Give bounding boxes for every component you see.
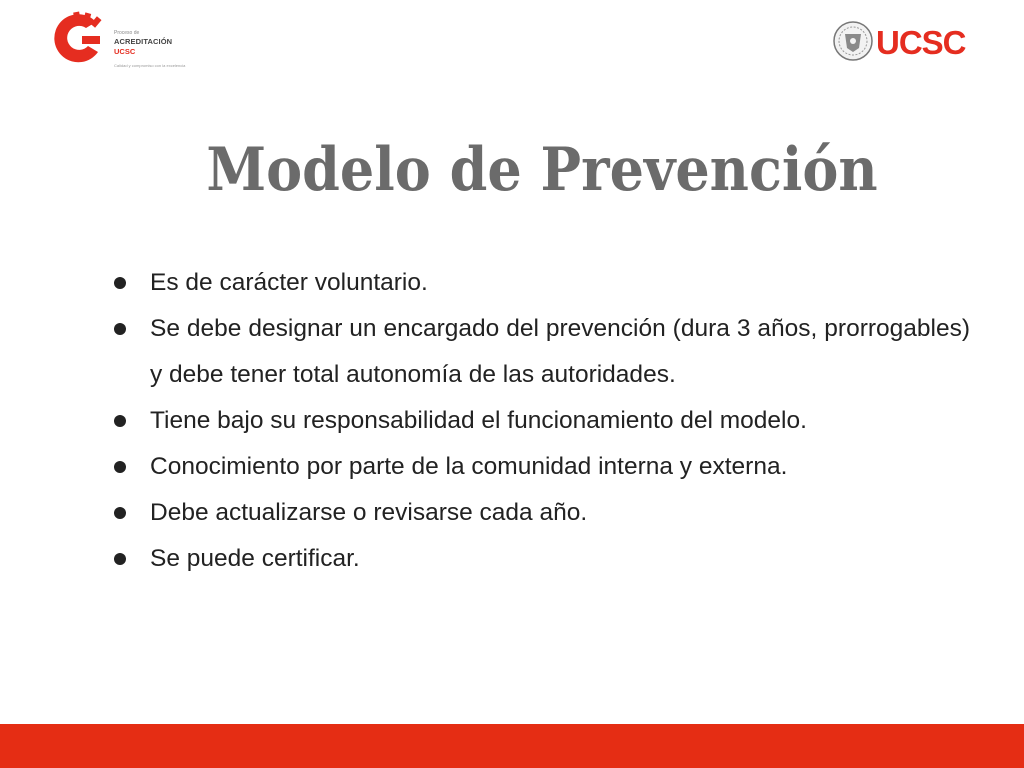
bullet-item [110,444,970,490]
logo-small-text: Proceso de [114,30,140,36]
slide-title: Modelo de Prevención [206,135,878,205]
bullet-icon [114,277,126,289]
bullet-icon [114,415,126,427]
bullet-icon [114,323,126,335]
bullet-item [110,306,970,398]
logo-ucsc-text: UCSC [114,47,136,56]
bullet-icon [114,507,126,519]
ucsc-logo-text: UCSC [876,24,966,61]
bullet-list [110,260,970,582]
bullet-item [110,490,970,536]
bullet-icon [114,461,126,473]
bullet-text: Es de carácter voluntario. [150,269,428,296]
ucsc-logo [832,20,972,64]
logo-tagline: Calidad y compromiso con la excelencia [114,63,186,68]
acreditacion-logo [52,10,192,68]
bullet-icon [114,553,126,565]
bullet-item [110,536,970,582]
bullet-text: Se debe designar un encargado del prevención (dura 3 años, prorrogables) y debe tener total autonomía de las autoridades. [150,315,970,388]
footer-accent-bar [0,724,1024,768]
ucsc-seal-icon [832,20,874,62]
bullet-text: Debe actualizarse o revisarse cada año. [150,499,588,526]
logo-acreditacion-text: ACREDITACIÓN [114,37,173,46]
bullet-text: Se puede certificar. [150,545,360,572]
bullet-text: Conocimiento por parte de la comunidad interna y externa. [150,453,788,480]
bullet-text: Tiene bajo su responsabilidad el funcionamiento del modelo. [150,407,807,434]
bullet-item [110,260,970,306]
acreditacion-logo-icon [52,10,112,68]
bullet-item [110,398,970,444]
